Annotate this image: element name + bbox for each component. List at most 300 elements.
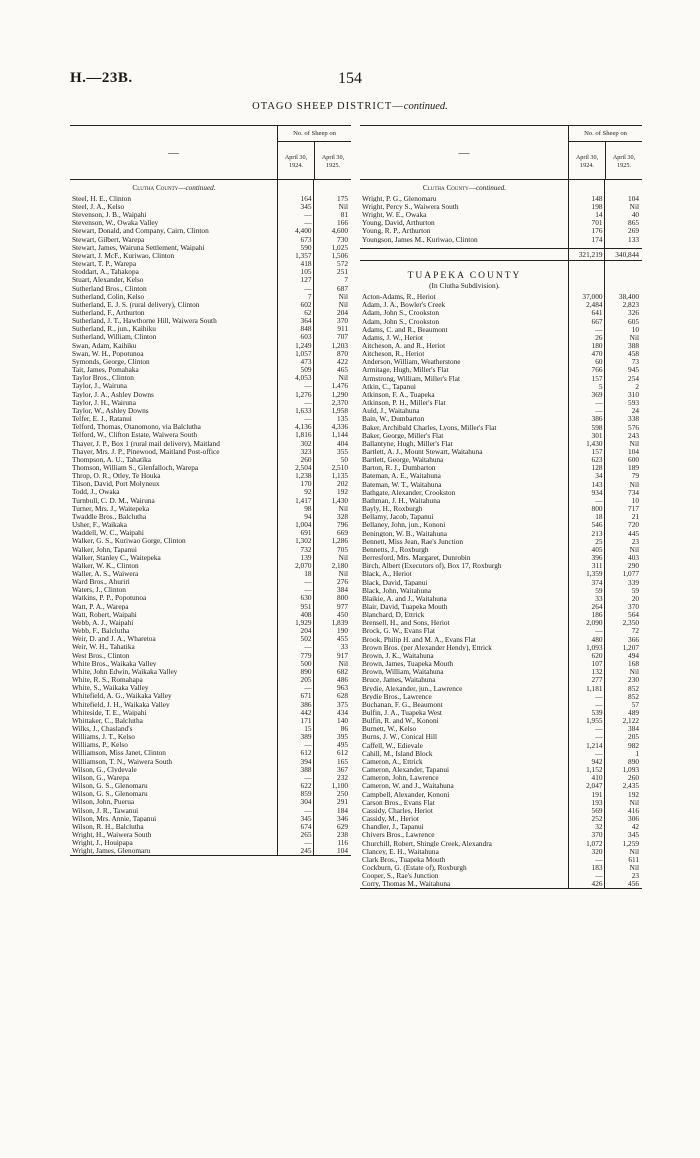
sheep-count-1925: Nil xyxy=(338,299,348,309)
sheep-count-1924: 164 xyxy=(300,193,312,203)
owner-name: Wright, Percy S., Waiwera South xyxy=(362,202,459,211)
owner-name: Watkins, P. P., Popotunoa xyxy=(72,594,147,603)
sheep-count-1925: 230 xyxy=(628,675,639,685)
sheep-count-1924: 602 xyxy=(300,299,312,309)
sheep-count-1924: 671 xyxy=(300,691,312,701)
sheep-count-1924: 1,633 xyxy=(295,405,312,415)
sheep-count-1925: 254 xyxy=(628,373,639,383)
sheep-count-1925: 434 xyxy=(337,707,348,717)
owner-name: Atkinson, F. A., Tuapeka xyxy=(362,390,435,399)
sheep-count-1924: 396 xyxy=(591,553,603,563)
owner-name: Cockburn, G. (Estate of), Roxburgh xyxy=(362,863,467,872)
sheep-count-1924: 92 xyxy=(304,487,312,497)
sheep-count-1925: Nil xyxy=(629,667,639,677)
sheep-count-1924: — xyxy=(304,210,312,220)
sheep-count-1925: Nil xyxy=(338,569,348,578)
sheep-count-1924: 569 xyxy=(591,805,603,815)
owner-name: Turner, Mrs. J., Waitepeka xyxy=(72,504,150,513)
owner-name: Walker, W. K., Clinton xyxy=(72,561,139,570)
sheep-count-1925: 629 xyxy=(337,821,348,831)
section-continued: continued. xyxy=(185,184,216,192)
sheep-count-1924: 674 xyxy=(300,821,312,831)
table-row xyxy=(360,880,642,888)
sheep-count-1925: 59 xyxy=(631,585,639,595)
sheep-count-1924: 198 xyxy=(591,201,603,211)
sheep-count-1924: 623 xyxy=(591,455,603,465)
sheep-count-1925: 1,077 xyxy=(622,569,639,579)
sheep-count-1924: 323 xyxy=(300,446,312,456)
sheep-count-1925: 192 xyxy=(337,487,348,497)
sheep-count-1924: 62 xyxy=(304,308,312,317)
sheep-count-1925: 628 xyxy=(337,691,348,701)
sheep-count-1924: 732 xyxy=(300,544,312,554)
sheep-count-1924: 598 xyxy=(591,422,603,432)
sheep-count-1925: 2 xyxy=(635,381,639,391)
owner-name: Wright, J., Houipapa xyxy=(72,839,133,847)
owner-name: Clancey, E. H., Waitahuna xyxy=(362,847,439,856)
section-heading xyxy=(360,180,642,195)
sheep-count-1925: 1,093 xyxy=(622,765,639,775)
sheep-count-1925: 890 xyxy=(628,756,639,766)
sheep-count-1925: 707 xyxy=(337,332,348,342)
owner-name: West Bros., Clinton xyxy=(72,651,130,660)
sheep-count-1924: — xyxy=(595,691,603,701)
owner-name: Sutherland, Colin, Kelso xyxy=(72,292,145,301)
sheep-count-1925: 404 xyxy=(337,438,348,448)
sheep-count-1924: — xyxy=(595,748,603,758)
owner-name: Chivers Bros., Lawrence xyxy=(362,831,435,839)
sheep-count-1925: 243 xyxy=(628,430,639,440)
sheep-count-1924: 1,955 xyxy=(586,716,603,726)
sheep-count-1925: 982 xyxy=(628,740,639,750)
sheep-count-1925: 720 xyxy=(628,520,639,530)
sheep-count-1925: 202 xyxy=(337,479,348,489)
sheep-count-1924: 388 xyxy=(300,764,312,774)
sheep-count-1924: 304 xyxy=(300,797,312,807)
owner-name: Williams, J. T., Kelso xyxy=(72,733,135,741)
sheep-count-1925: 192 xyxy=(628,789,639,799)
sheep-count-1925: 140 xyxy=(337,715,348,725)
sheep-count-1925: 416 xyxy=(628,805,639,815)
sheep-count-1924: 389 xyxy=(300,732,312,742)
sheep-count-1924: 1,072 xyxy=(586,838,603,848)
owner-name: Bathman, J. H., Waitahuna xyxy=(362,496,441,505)
sheep-count-1924: — xyxy=(304,577,312,587)
sheep-count-1925: 2,180 xyxy=(331,560,348,570)
sheep-count-1924: 766 xyxy=(591,365,603,375)
owner-name: Walker, Stanley C., Waitepeka xyxy=(72,553,161,562)
owner-name: Williamson, Miss Janet, Clinton xyxy=(72,749,166,758)
owner-name: Wilson, G. S., Glenomaru xyxy=(72,782,148,790)
owner-name: Young, R. P., Arthurton xyxy=(362,227,431,236)
sheep-count-1924: 667 xyxy=(591,316,603,326)
sheep-count-1924: 4,400 xyxy=(295,226,312,236)
sheep-count-1925: 189 xyxy=(628,463,639,473)
sheep-count-1924: 1,214 xyxy=(586,740,603,750)
sheep-count-1925: 1,430 xyxy=(331,495,348,505)
owner-name: Stoddart, A., Tahakopa xyxy=(72,268,139,276)
sheep-count-1924: 127 xyxy=(300,275,312,285)
owner-name: Cameron, Alexander, Tapanui xyxy=(362,766,450,774)
sheep-count-1924: 641 xyxy=(591,308,603,318)
sheep-count-1924: 2,504 xyxy=(295,462,312,472)
sheep-count-1924: 622 xyxy=(300,781,312,791)
sheep-count-1925: 205 xyxy=(628,732,639,742)
header-group-label: No. of Sheep on xyxy=(569,126,642,142)
sheep-count-1925: 204 xyxy=(337,308,348,317)
sheep-count-1924: 364 xyxy=(300,316,312,326)
sheep-count-1924: 480 xyxy=(591,634,603,644)
owner-name: Aitcheson, A. and R., Heriot xyxy=(362,341,446,350)
sheep-count-1925: 612 xyxy=(337,748,348,758)
sheep-count-1925: 495 xyxy=(337,740,348,750)
owner-name: Wilson, R. H., Balclutha xyxy=(72,822,144,831)
sheep-count-1925: 346 xyxy=(337,813,348,823)
sheep-count-1925: 422 xyxy=(337,356,348,366)
sheep-count-1925: 290 xyxy=(628,561,639,571)
owner-name: Walker, John, Tapanui xyxy=(72,545,137,554)
sheep-count-1925: 38,400 xyxy=(618,292,639,302)
sheep-count-1924: 934 xyxy=(591,487,603,497)
owner-name: Atkin, C., Tapanui xyxy=(362,382,416,391)
sheep-count-1924: — xyxy=(595,871,603,881)
sheep-count-1925: 104 xyxy=(628,447,639,456)
sheep-count-1925: 465 xyxy=(337,365,348,375)
sheep-count-1924: 265 xyxy=(300,830,312,839)
sheep-count-1924: 157 xyxy=(591,373,603,383)
page-title xyxy=(0,101,700,112)
sheep-count-1924: — xyxy=(304,740,312,750)
sheep-count-1925: Nil xyxy=(629,438,639,448)
owner-name: Swan, W. H., Popotunoa xyxy=(72,349,144,358)
sheep-count-1925: 384 xyxy=(628,724,639,734)
sheep-count-1925: 852 xyxy=(628,683,639,693)
header-col-1924: April 30, 1924. xyxy=(569,142,606,179)
sheep-count-1925: 796 xyxy=(337,520,348,530)
owner-name: White, John Edwin, Waikaka Valley xyxy=(72,667,178,676)
owner-name: Telford, Thomas, Otanomono, via Balclutha xyxy=(72,423,201,431)
owner-name: Benington, W. B., Waitahuna xyxy=(362,529,448,538)
sheep-count-1925: 1,290 xyxy=(331,389,348,399)
sheep-count-1925: 355 xyxy=(337,446,348,456)
sheep-count-1924: 128 xyxy=(591,463,603,473)
sheep-count-1925: 326 xyxy=(628,308,639,318)
owner-name: Acton-Adams, R., Heriot xyxy=(362,293,436,301)
owner-name: Waddell, W. C., Waipahi xyxy=(72,529,144,537)
sheep-count-1924: 320 xyxy=(591,846,603,856)
owner-name: Barton, R. J., Dumbarton xyxy=(362,464,436,472)
owner-name: Brown, William, Waitahuna xyxy=(362,668,444,676)
table-header xyxy=(360,126,642,180)
sheep-count-1924: 311 xyxy=(591,561,603,571)
owner-name: Bennetts, J., Roxburgh xyxy=(362,545,429,554)
owner-name: Adam, J. A., Bowler's Creek xyxy=(362,301,446,309)
sheep-count-1925: 4,336 xyxy=(331,422,348,432)
sheep-count-1924: 301 xyxy=(591,430,603,440)
sheep-count-1925: 10 xyxy=(631,324,639,334)
owner-name: Sutherland, F., Arthurton xyxy=(72,309,145,317)
sheep-count-1925: Nil xyxy=(629,332,639,342)
owner-name: Atkinson, P. H., Miller's Flat xyxy=(362,399,446,407)
sheep-count-1924: 630 xyxy=(300,593,312,603)
sheep-count-1924: — xyxy=(595,724,603,734)
owner-name: Birch, Albert (Executors of), Box 17, Roxburgh xyxy=(362,562,502,570)
sheep-count-1924: 260 xyxy=(300,454,312,464)
table-row xyxy=(360,235,642,243)
owner-name: Auld, J., Waitahuna xyxy=(362,407,420,415)
title-continued: continued. xyxy=(403,101,448,112)
header-col-1924: April 30, 1924. xyxy=(278,142,315,179)
page-header xyxy=(70,70,630,92)
sheep-count-1924: 1,357 xyxy=(295,250,312,260)
sheep-count-1924: 205 xyxy=(300,675,312,685)
owner-name: Burns, J. W., Conical Hill xyxy=(362,733,437,742)
owner-name: Turnbull, C. D. M., Wairuna xyxy=(72,496,155,505)
sheep-count-1924: 673 xyxy=(300,234,312,244)
sheep-count-1924: 890 xyxy=(300,666,312,676)
sheep-count-1924: — xyxy=(595,495,603,505)
sheep-count-1924: — xyxy=(304,838,312,848)
sheep-count-1925: 1,144 xyxy=(331,430,348,440)
sheep-count-1925: 269 xyxy=(628,226,639,236)
sheep-count-1925: 1,259 xyxy=(622,838,639,848)
sheep-count-1925: 486 xyxy=(337,675,348,685)
owner-name: Cameron, A., Ettrick xyxy=(362,757,423,766)
sheep-count-1924: 176 xyxy=(591,226,603,236)
sheep-count-1925: 2,823 xyxy=(622,300,639,310)
sheep-count-1924: — xyxy=(304,642,312,652)
sheep-count-1924: 859 xyxy=(300,789,312,799)
owner-name: Thayer, Mrs. J. P., Pinewood, Maitland Post-office xyxy=(72,447,220,456)
table-body xyxy=(360,180,642,888)
sheep-count-1924: — xyxy=(595,406,603,416)
sheep-count-1924: 1,181 xyxy=(586,683,603,693)
sheep-count-1925: 104 xyxy=(628,193,639,203)
owner-name: Young, David, Arthurton xyxy=(362,219,435,227)
owner-name: White Bros., Waikaka Valley xyxy=(72,659,157,668)
sheep-count-1924: 386 xyxy=(591,414,603,424)
sheep-count-1925: 977 xyxy=(337,601,348,611)
owner-name: Wright, P. G., Glenomaru xyxy=(362,194,437,203)
owner-name: Stewart, James, Wairuna Settlement, Waipahi xyxy=(72,243,205,252)
owner-name: Whittaker, C., Balclutha xyxy=(72,716,143,725)
owner-name: Cameron, John, Lawrence xyxy=(362,774,439,782)
owner-name: Bain, W., Dumbarton xyxy=(362,415,425,424)
sheep-count-1925: 388 xyxy=(628,340,639,350)
sheep-count-1925: 306 xyxy=(628,814,639,824)
sheep-count-1925: Nil xyxy=(338,201,348,211)
sheep-count-1925: 370 xyxy=(628,601,639,611)
sheep-count-1924: 345 xyxy=(300,201,312,211)
owner-name: Stewart, T. P., Warepa xyxy=(72,260,137,268)
sheep-count-1924: 139 xyxy=(300,552,312,562)
sheep-count-1925: 403 xyxy=(628,553,639,563)
sheep-count-1925: 339 xyxy=(628,577,639,587)
owner-name: Bulfin, R. and W., Kononi xyxy=(362,717,439,725)
sheep-count-1925: 564 xyxy=(628,610,639,620)
sheep-count-1924: 418 xyxy=(300,259,312,269)
sheep-count-1924: 405 xyxy=(591,544,603,554)
sheep-count-1924: 157 xyxy=(591,447,603,456)
owner-name: Wilson, G., Clydevale xyxy=(72,765,137,774)
owner-name: Bruce, James, Waitahuna xyxy=(362,676,436,685)
owner-name: Caffell, W., Edievale xyxy=(362,741,423,750)
sheep-count-1925: Nil xyxy=(629,544,639,554)
sheep-count-1925: 963 xyxy=(337,683,348,693)
sheep-count-1925: 945 xyxy=(628,365,639,375)
sheep-count-1925: 730 xyxy=(337,234,348,244)
sheep-count-1924: 800 xyxy=(591,504,603,514)
owner-name: Bellaney, John, jun., Kononi xyxy=(362,521,446,530)
owner-name: Symonds, George, Clinton xyxy=(72,357,150,366)
owner-name: Tilson, David, Port Molyneux xyxy=(72,480,160,488)
owner-name: Taylor, J. A., Ashley Downs xyxy=(72,390,154,399)
sheep-count-1925: 2,122 xyxy=(622,716,639,726)
owner-name: Wilson, G., Warepa xyxy=(72,773,130,782)
owner-name: Sutherland, J. T., Hawthorne Hill, Waiwera South xyxy=(72,317,217,325)
owner-name: Bateman, A. E., Waitahuna xyxy=(362,472,441,481)
sheep-count-1925: 852 xyxy=(628,691,639,701)
owner-name: Stevenson, J. B., Waipahi xyxy=(72,211,147,219)
sheep-count-1925: 72 xyxy=(631,626,639,636)
owner-name: Whiteside, T. E., Waipahi xyxy=(72,708,147,717)
sheep-count-1925: 734 xyxy=(628,487,639,497)
table-body xyxy=(70,180,351,855)
owner-name: Brydie, Alexander, jun., Lawrence xyxy=(362,684,463,693)
sheep-count-1924: 426 xyxy=(591,879,603,889)
owner-name: Adams, J. W., Heriot xyxy=(362,333,424,342)
sheep-count-1924: 1,359 xyxy=(586,569,603,579)
owner-name: Wilson, G. S., Glenomaru xyxy=(72,790,148,798)
owner-name: Cassidy, M., Heriot xyxy=(362,815,419,823)
sheep-count-1924: 174 xyxy=(591,234,603,244)
sheep-count-1925: 600 xyxy=(628,455,639,465)
owner-name: Cooper, S., Rae's Junction xyxy=(362,872,439,880)
sheep-count-1925: 572 xyxy=(337,259,348,269)
sheep-count-1925: 1,100 xyxy=(331,781,348,791)
sheep-count-1924: 408 xyxy=(300,609,312,619)
sheep-count-1924: 94 xyxy=(304,511,312,521)
sheep-count-1925: 1 xyxy=(635,748,639,758)
sheep-count-1925: 251 xyxy=(337,267,348,277)
owner-name: Taylor Bros., Clinton xyxy=(72,374,134,382)
sheep-count-1925: Nil xyxy=(338,291,348,301)
sheep-count-1924: 848 xyxy=(300,324,312,334)
owner-name: Cahill, M., Island Block xyxy=(362,749,433,758)
sheep-count-1925: 445 xyxy=(628,528,639,538)
sheep-count-1925: 175 xyxy=(337,193,348,203)
total-1924: 321,219 xyxy=(578,249,603,259)
owner-name: Thayer, J. P., Box 1 (rural mail delivery), Maitland xyxy=(72,439,220,448)
header-col-1925: April 30, 1925. xyxy=(612,154,636,169)
sheep-count-1924: 302 xyxy=(300,438,312,448)
owner-name: Walker, G. S., Kuriwao Gorge, Clinton xyxy=(72,537,186,546)
sheep-count-1925: 104 xyxy=(337,846,348,856)
sheep-count-1925: 1,839 xyxy=(331,617,348,627)
sheep-count-1925: 705 xyxy=(337,544,348,554)
sheep-count-1924: 32 xyxy=(595,822,603,832)
sheep-count-1925: 81 xyxy=(340,210,348,220)
owner-name: Watt, P. A., Warepa xyxy=(72,602,129,611)
sheep-count-1925: 238 xyxy=(337,830,348,839)
owner-name: Swan, Adam, Kaihiku xyxy=(72,341,137,350)
owner-name: Taylor, J. H., Wairuna xyxy=(72,398,136,407)
header-col-1925: April 30, 1925. xyxy=(321,154,345,169)
sheep-count-1925: 190 xyxy=(337,626,348,636)
sheep-count-1925: 2,350 xyxy=(622,618,639,628)
owner-name: Corry, Thomas M., Waitahuna xyxy=(362,880,451,888)
sheep-count-1924: 33 xyxy=(595,593,603,603)
sheep-count-1925: 1,135 xyxy=(331,471,348,481)
owner-name: Blair, David, Tuapeka Mouth xyxy=(362,602,448,611)
sheep-count-1925: 73 xyxy=(631,357,639,367)
sheep-count-1924: 60 xyxy=(595,357,603,367)
sheep-count-1924: 620 xyxy=(591,650,603,660)
owner-name: Black, John, Waitahuna xyxy=(362,586,431,595)
sheep-count-1924: 1,417 xyxy=(295,495,312,505)
owner-name: Bateman, W. T., Waitahuna xyxy=(362,480,442,489)
sheep-count-1925: 166 xyxy=(337,218,348,228)
sheep-count-1924: 107 xyxy=(591,659,603,669)
sheep-count-1925: 2,435 xyxy=(622,781,639,791)
sheep-count-1925: 1,506 xyxy=(331,250,348,260)
owner-name: Webb, A. J., Waipahi xyxy=(72,618,134,627)
sheep-count-1924: 37,000 xyxy=(582,292,603,302)
owner-name: White, R. S., Romahapa xyxy=(72,676,143,684)
sheep-count-1924: 180 xyxy=(591,340,603,350)
owner-name: Weir, W. H., Tahatika xyxy=(72,643,135,652)
sheep-count-1925: Nil xyxy=(338,373,348,383)
sheep-count-1924: 34 xyxy=(595,471,603,481)
owner-name: Taylor, J., Wairuna xyxy=(72,382,128,391)
sheep-count-1924: 132 xyxy=(591,667,603,677)
table-row xyxy=(70,847,351,855)
sheep-count-1924: 442 xyxy=(300,707,312,717)
sheep-count-1924: — xyxy=(304,683,312,693)
owner-name: Bayly, H., Roxburgh xyxy=(362,505,423,513)
owner-name: Thomson, William S., Glenfalloch, Warepa xyxy=(72,463,199,472)
owner-name: Black, David, Tapanui xyxy=(362,578,428,587)
sheep-count-1924: — xyxy=(304,283,312,293)
sheep-count-1925: 4,600 xyxy=(331,226,348,236)
sheep-count-1924: 539 xyxy=(591,708,603,717)
sheep-count-1924: 701 xyxy=(591,218,603,228)
sheep-count-1925: 57 xyxy=(631,699,639,709)
sheep-count-1924: 779 xyxy=(300,650,312,660)
sheep-count-1924: 394 xyxy=(300,756,312,766)
left-table xyxy=(70,125,351,856)
sheep-count-1924: — xyxy=(595,626,603,636)
sheep-count-1925: 50 xyxy=(340,454,348,464)
owner-name: Bellamy, Jacob, Tapanui xyxy=(362,513,434,521)
sheep-count-1925: 310 xyxy=(628,389,639,399)
sheep-count-1924: 245 xyxy=(300,846,312,856)
owner-name: Campbell, Alexander, Kononi xyxy=(362,790,450,799)
page-number: 154 xyxy=(338,70,362,87)
sheep-count-1924: 186 xyxy=(591,610,603,620)
sheep-count-1925: 133 xyxy=(628,234,639,244)
owner-name: Twaddle Bros., Balclutha xyxy=(72,512,147,521)
sheep-count-1924: 951 xyxy=(300,601,312,611)
sheep-count-1925: 10 xyxy=(631,495,639,505)
sheep-count-1925: 1,207 xyxy=(622,642,639,652)
owner-name: Bathgate, Alexander, Crookston xyxy=(362,488,456,497)
owner-name: Wilson, J. R., Tawanui xyxy=(72,806,139,815)
sheep-count-1924: — xyxy=(304,397,312,407)
owner-name: Wright, H., Waiwera South xyxy=(72,831,152,839)
sheep-count-1925: 687 xyxy=(337,283,348,293)
sheep-count-1925: 276 xyxy=(337,577,348,587)
